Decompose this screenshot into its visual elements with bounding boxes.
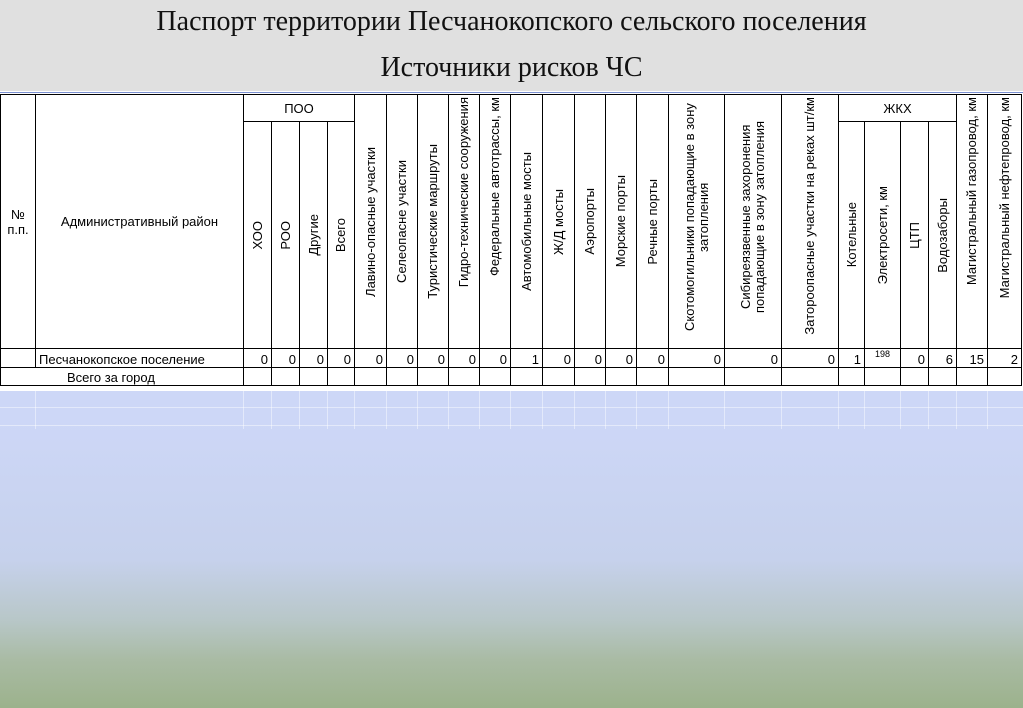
table-cell (929, 368, 957, 386)
row-region: Песчанокопское поселение (36, 349, 244, 368)
header-mid-11: Сибиреязвенные захоронения попадающие в зону затопления (725, 95, 782, 349)
title-band (0, 0, 1023, 92)
table-cell: 0 (300, 349, 328, 368)
table-cell: 2 (988, 349, 1022, 368)
total-label: Всего за город (1, 368, 244, 386)
header-mid-1: Селеопасне участки (387, 95, 418, 349)
table-cell (669, 368, 725, 386)
table-cell (988, 368, 1022, 386)
header-region: Административный район (36, 95, 244, 349)
table-cell (387, 368, 418, 386)
table-cell: 198 (865, 349, 901, 368)
table-cell: 0 (901, 349, 929, 368)
header-mid-0: Лавино-опасные участки (355, 95, 387, 349)
table-cell: 0 (418, 349, 449, 368)
header-poo-0: ХОО (244, 122, 272, 349)
table-cell: 1 (511, 349, 543, 368)
table-cell (901, 368, 929, 386)
header-end-0: Магистральный газопровод, км (957, 95, 988, 349)
table-cell (725, 368, 782, 386)
header-mid-2: Туристические маршруты (418, 95, 449, 349)
table-cell (637, 368, 669, 386)
table-cell (418, 368, 449, 386)
total-row (1, 368, 1022, 386)
header-mid-12: Затороопасные участки на реках шт/км (782, 95, 839, 349)
header-poo-3: Всего (328, 122, 355, 349)
table-cell: 1 (839, 349, 865, 368)
table-cell (782, 368, 839, 386)
table-cell (328, 368, 355, 386)
table-cell: 0 (449, 349, 480, 368)
header-no: № п.п. (1, 95, 36, 349)
table-cell (839, 368, 865, 386)
risk-sources-table (0, 94, 1022, 386)
page-subtitle: Источники рисков ЧС (380, 52, 643, 83)
table-cell (355, 368, 387, 386)
table-cell (244, 368, 272, 386)
header-poo-1: РОО (272, 122, 300, 349)
page-title: Паспорт территории Песчанокопского сельского поселения (156, 6, 867, 37)
header-mid-3: Гидро-технические сооружения (449, 95, 480, 349)
header-end-1: Магистральный нефтепровод, км (988, 95, 1022, 349)
header-mid-8: Морские порты (606, 95, 637, 349)
table-cell: 0 (575, 349, 606, 368)
row-no (1, 349, 36, 368)
header-group-gkh: ЖКХ (839, 95, 957, 122)
header-mid-10: Скотомогильники попадающие в зону затопления (669, 95, 725, 349)
table-cell (511, 368, 543, 386)
table-cell (957, 368, 988, 386)
table-cell: 0 (244, 349, 272, 368)
table-cell: 0 (543, 349, 575, 368)
table-cell: 0 (355, 349, 387, 368)
table-cell (865, 368, 901, 386)
header-mid-7: Аэропорты (575, 95, 606, 349)
table-cell: 15 (957, 349, 988, 368)
header-gkh-2: ЦТП (901, 122, 929, 349)
table-row (1, 349, 1022, 368)
header-mid-4: Федеральные автотрассы, км (480, 95, 511, 349)
header-mid-9: Речные порты (637, 95, 669, 349)
table-cell (480, 368, 511, 386)
table-cell: 0 (328, 349, 355, 368)
header-mid-6: Ж/Д мосты (543, 95, 575, 349)
table-cell: 0 (782, 349, 839, 368)
table-cell: 0 (725, 349, 782, 368)
table-cell (300, 368, 328, 386)
header-group-poo: ПОО (244, 95, 355, 122)
table-cell (543, 368, 575, 386)
table-cell: 0 (387, 349, 418, 368)
table-cell (575, 368, 606, 386)
table-cell (606, 368, 637, 386)
table-cell: 0 (272, 349, 300, 368)
header-gkh-3: Водозаборы (929, 122, 957, 349)
table-cell (449, 368, 480, 386)
table-cell: 0 (637, 349, 669, 368)
faded-grid-lines (0, 389, 1023, 429)
header-mid-5: Автомобильные мосты (511, 95, 543, 349)
header-poo-2: Другие (300, 122, 328, 349)
header-gkh-1: Электросети, км (865, 122, 901, 349)
table-cell (272, 368, 300, 386)
header-gkh-0: Котельные (839, 122, 865, 349)
table-cell: 6 (929, 349, 957, 368)
table-cell: 0 (606, 349, 637, 368)
table-cell: 0 (480, 349, 511, 368)
table-cell: 0 (669, 349, 725, 368)
